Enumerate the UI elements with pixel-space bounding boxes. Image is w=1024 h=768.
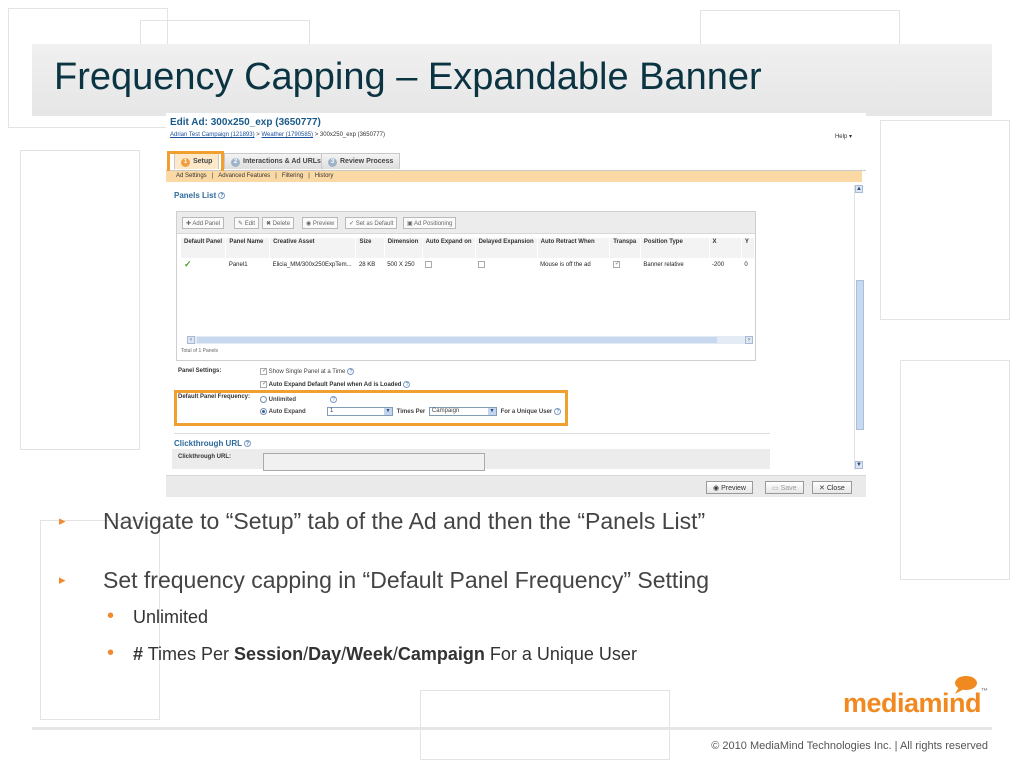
clickthrough-url-label: Clickthrough URL: <box>178 454 231 460</box>
breadcrumb-separator: > <box>313 132 320 138</box>
help-icon[interactable]: ? <box>403 381 410 388</box>
help-icon[interactable]: ? <box>330 396 337 403</box>
sub-bullet-text: / <box>303 644 309 664</box>
triangle-bullet-icon: ▸ <box>59 513 66 528</box>
close-button[interactable] <box>812 481 852 494</box>
delete-label: Delete <box>272 221 291 227</box>
delete-icon: ✖ <box>266 221 273 227</box>
subnav-ad-settings[interactable]: Ad Settings <box>176 173 207 179</box>
dot-bullet-icon: • <box>107 642 115 664</box>
size-cell: 28 KB <box>358 261 376 268</box>
subnav-history[interactable]: History <box>314 173 334 179</box>
help-icon[interactable]: ? <box>347 368 354 375</box>
tab-label: Review Process <box>340 158 394 165</box>
frequency-count-select[interactable] <box>327 407 393 416</box>
save-button-label: Save <box>780 485 797 492</box>
plus-icon: ✚ <box>186 221 193 227</box>
scrollbar-thumb[interactable] <box>856 280 864 430</box>
subnav-filtering[interactable]: Filtering <box>281 173 304 179</box>
sub-bullet-item <box>107 642 637 665</box>
panels-toolbar <box>177 212 755 234</box>
scroll-up-icon[interactable]: ▲ <box>856 186 862 192</box>
panel-settings-label: Panel Settings: <box>178 368 222 374</box>
subnav-separator: | <box>275 173 277 179</box>
creative-asset-cell: Elicia_MM/300x250ExpTem... <box>272 261 352 268</box>
sub-bullet-text: / <box>392 644 398 664</box>
panels-table <box>181 238 755 271</box>
help-menu[interactable] <box>835 133 852 140</box>
background-frame <box>420 690 670 760</box>
subnav-separator: | <box>211 173 214 179</box>
transparency-checkbox[interactable] <box>613 261 620 268</box>
column-header[interactable]: Y <box>741 238 754 258</box>
edit-ad-title: Edit Ad: 300x250_exp (3650777) <box>170 117 321 128</box>
bullet-item <box>59 508 706 535</box>
tab-label: Setup <box>193 158 213 165</box>
mediamind-logo <box>843 688 988 719</box>
sub-bullet-text: / <box>341 644 347 664</box>
column-header[interactable]: Auto Expand on <box>422 238 475 258</box>
ad-positioning-label: Ad Positioning <box>414 221 453 227</box>
tab-number: 1 <box>181 158 190 167</box>
trademark-symbol: ™ <box>981 688 988 695</box>
tab-number: 3 <box>328 158 337 167</box>
triangle-bullet-icon: ▸ <box>59 572 66 587</box>
for-unique-user-label: For a Unique User <box>500 409 553 416</box>
tab-label: Interactions & Ad URLs <box>243 158 321 165</box>
breadcrumb-campaign-link[interactable]: Adrian Test Campaign (121893) <box>170 132 255 138</box>
times-per-label: Times Per <box>396 409 426 416</box>
ad-positioning-button[interactable] <box>403 217 456 229</box>
dimension-cell: 500 X 250 <box>387 261 415 268</box>
dot-bullet-icon: • <box>107 605 115 627</box>
unlimited-label: Unlimited <box>268 397 297 404</box>
bullet-item <box>59 567 710 594</box>
scrollbar-thumb[interactable] <box>197 337 717 343</box>
preview-panel-button[interactable] <box>302 217 338 229</box>
footer-divider <box>32 727 992 730</box>
pencil-icon: ✎ <box>238 221 245 227</box>
help-label: Help <box>834 134 848 140</box>
sub-bullet-text: Day <box>308 644 342 664</box>
logo-text: mediamind <box>843 688 982 718</box>
auto-expand-radio[interactable] <box>260 408 267 415</box>
sub-bullet-text: Times Per <box>143 644 235 664</box>
help-icon[interactable]: ? <box>554 408 561 415</box>
clickthrough-title: Clickthrough URL <box>174 439 242 448</box>
auto-expand-checkbox[interactable] <box>425 261 432 268</box>
check-icon: ✓ <box>349 221 356 227</box>
background-frame <box>900 360 1010 580</box>
sub-bullet-text: Campaign <box>397 644 485 664</box>
sub-bullet-item <box>107 605 209 628</box>
sub-navigation <box>166 171 862 182</box>
column-header[interactable]: X <box>709 238 741 258</box>
tab-interactions[interactable] <box>224 153 328 169</box>
single-panel-checkbox[interactable] <box>260 368 267 375</box>
sub-bullet-text: Session <box>234 644 304 664</box>
table-row[interactable] <box>181 258 755 271</box>
settings-divider <box>174 433 770 434</box>
scroll-right-icon[interactable]: › <box>745 336 753 344</box>
panels-list-heading <box>174 191 225 200</box>
panel-name-cell: Panel1 <box>228 261 248 268</box>
frequency-count-row <box>327 407 561 416</box>
sub-bullet-text: # <box>133 644 144 664</box>
column-header[interactable]: Transpa <box>610 238 641 258</box>
breadcrumb-separator: > <box>254 132 262 138</box>
bullet-text: Set frequency capping in “Default Panel Frequency” Setting <box>103 567 710 593</box>
copyright-text: © 2010 MediaMind Technologies Inc. | All rights reserved <box>711 740 988 752</box>
tab-number: 2 <box>231 158 240 167</box>
column-header[interactable]: Creative Asset <box>270 238 356 258</box>
close-icon: ✕ <box>819 485 827 492</box>
chevron-down-icon: ▼ <box>385 408 391 414</box>
eye-icon: ◉ <box>306 221 313 227</box>
column-header[interactable]: Size <box>356 238 384 258</box>
position-icon: ▣ <box>407 221 415 227</box>
frequency-period-value: Campaign <box>431 408 460 414</box>
column-header[interactable]: Default Panel <box>181 238 226 258</box>
eye-icon: ◉ <box>713 485 722 492</box>
subnav-separator: | <box>308 173 310 179</box>
chevron-down-icon: ▼ <box>489 408 495 414</box>
frequency-count-value: 1 <box>330 408 334 414</box>
sub-bullet-text: For a Unique User <box>484 644 637 664</box>
auto-retract-cell: Mouse is off the ad <box>540 261 591 268</box>
subnav-advanced-features[interactable]: Advanced Features <box>218 173 271 179</box>
breadcrumb-ad: 300x250_exp (3650777) <box>319 132 385 138</box>
set-as-default-button[interactable] <box>345 217 397 229</box>
close-button-label: Close <box>826 485 845 492</box>
edit-label: Edit <box>244 221 256 227</box>
help-icon[interactable]: ? <box>220 193 224 200</box>
background-frame <box>20 150 140 450</box>
save-button[interactable] <box>765 481 804 494</box>
tab-bar <box>166 149 866 171</box>
unlimited-option <box>260 396 296 403</box>
app-window <box>166 113 866 497</box>
preview-button-label: Preview <box>721 485 746 492</box>
set-as-default-label: Set as Default <box>355 221 394 227</box>
vertical-scrollbar[interactable] <box>854 185 864 470</box>
help-icon[interactable]: ? <box>245 441 250 448</box>
table-header-row <box>181 238 755 258</box>
transparency-cell <box>610 258 641 271</box>
total-panels-text: Total of 1 Panels <box>181 348 218 354</box>
single-panel-option <box>260 368 354 375</box>
add-panel-label: Add Panel <box>192 221 221 227</box>
panels-list-box <box>176 211 756 361</box>
delete-button[interactable] <box>262 217 294 229</box>
edit-button[interactable] <box>234 217 259 229</box>
panels-list-title: Panels List <box>174 191 217 200</box>
clickthrough-heading <box>174 439 251 448</box>
dialog-footer <box>166 475 866 497</box>
position-type-cell: Banner relative <box>643 261 684 268</box>
default-panel-frequency-label: Default Panel Frequency: <box>178 394 251 400</box>
unlimited-radio[interactable] <box>260 396 267 403</box>
checkmark-icon: ✓ <box>184 259 192 269</box>
auto-expand-default-checkbox[interactable] <box>260 381 267 388</box>
sub-bullet-text: Week <box>346 644 393 664</box>
frequency-period-select[interactable] <box>429 407 497 416</box>
scroll-left-icon[interactable]: ‹ <box>187 336 195 344</box>
slide-title: Frequency Capping – Expandable Banner <box>54 56 762 98</box>
background-frame <box>880 120 1010 320</box>
scroll-down-icon[interactable]: ▼ <box>856 462 862 468</box>
delayed-expansion-cell <box>475 258 537 271</box>
y-cell: 0 <box>744 261 748 268</box>
breadcrumb <box>170 132 385 138</box>
horizontal-scrollbar[interactable] <box>187 336 753 344</box>
auto-expand-option <box>260 408 306 415</box>
x-cell: -200 <box>712 261 725 268</box>
add-panel-button[interactable] <box>182 217 224 229</box>
column-header[interactable]: Delayed Expansion <box>475 238 537 258</box>
preview-label: Preview <box>312 221 335 227</box>
column-header[interactable]: Dimension <box>384 238 422 258</box>
breadcrumb-site-link[interactable]: Weather (1790585) <box>261 132 314 138</box>
delayed-expansion-checkbox[interactable] <box>478 261 485 268</box>
preview-button[interactable] <box>706 481 753 494</box>
column-header[interactable]: Position Type <box>640 238 709 258</box>
chevron-down-icon: ▾ <box>848 134 852 140</box>
tab-review-process[interactable] <box>321 153 400 169</box>
default-panel-cell <box>181 258 226 271</box>
auto-expand-cell <box>422 258 475 271</box>
auto-expand-default-label: Auto Expand Default Panel when Ad is Loaded <box>268 382 402 389</box>
single-panel-label: Show Single Panel at a Time <box>268 369 346 376</box>
auto-expand-label: Auto Expand <box>268 409 306 416</box>
clickthrough-url-input[interactable] <box>263 453 485 471</box>
sub-bullet-text: Unlimited <box>133 607 209 627</box>
bullet-text: Navigate to “Setup” tab of the Ad and then the “Panels List” <box>103 508 706 534</box>
column-header[interactable]: Panel Name <box>226 238 270 258</box>
column-header[interactable]: Auto Retract When <box>537 238 610 258</box>
unlimited-help-icon-wrap <box>328 396 337 403</box>
auto-expand-default-option <box>260 381 410 388</box>
save-icon: ▭ <box>772 485 781 492</box>
